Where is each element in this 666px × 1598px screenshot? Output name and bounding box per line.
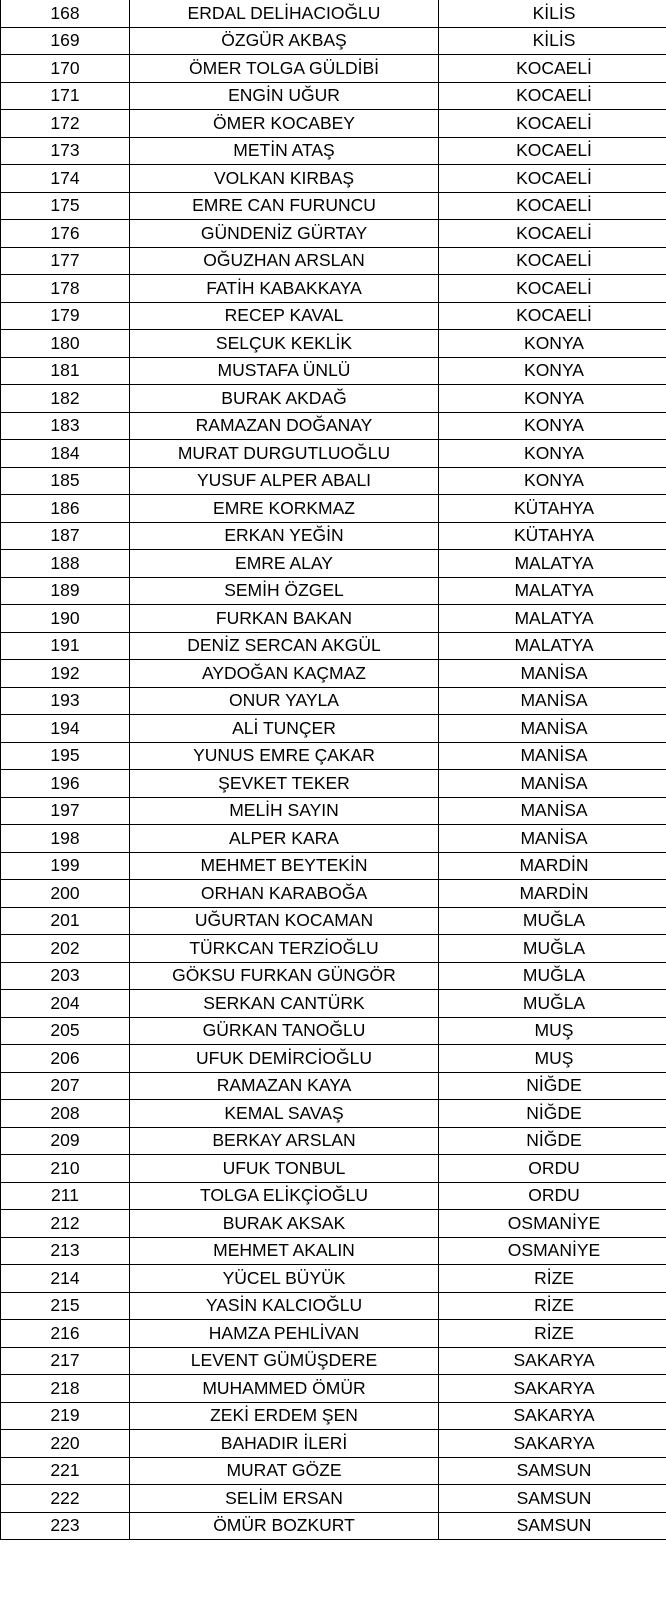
table-row xyxy=(1,357,666,385)
city-cell: KÜTAHYA xyxy=(439,522,666,550)
name-cell: MEHMET AKALIN xyxy=(130,1237,439,1265)
row-number-cell: 217 xyxy=(1,1347,130,1375)
row-number-cell: 208 xyxy=(1,1100,130,1128)
table-row xyxy=(1,192,666,220)
table-row xyxy=(1,660,666,688)
name-cell: GÜNDENİZ GÜRTAY xyxy=(130,220,439,248)
row-number-cell: 172 xyxy=(1,110,130,138)
city-cell: MANİSA xyxy=(439,770,666,798)
row-number-cell: 170 xyxy=(1,55,130,83)
city-cell: MUĞLA xyxy=(439,907,666,935)
name-cell: MURAT GÖZE xyxy=(130,1457,439,1485)
name-cell: GÖKSU FURKAN GÜNGÖR xyxy=(130,962,439,990)
row-number-cell: 189 xyxy=(1,577,130,605)
name-cell: ALİ TUNÇER xyxy=(130,715,439,743)
table-row xyxy=(1,275,666,303)
name-cell: EMRE KORKMAZ xyxy=(130,495,439,523)
row-number-cell: 181 xyxy=(1,357,130,385)
table-row xyxy=(1,577,666,605)
name-cell: BURAK AKSAK xyxy=(130,1210,439,1238)
name-cell: LEVENT GÜMÜŞDERE xyxy=(130,1347,439,1375)
city-cell: MANİSA xyxy=(439,825,666,853)
row-number-cell: 169 xyxy=(1,27,130,55)
table-row xyxy=(1,1457,666,1485)
city-cell: KOCAELİ xyxy=(439,165,666,193)
table-row xyxy=(1,1045,666,1073)
row-number-cell: 173 xyxy=(1,137,130,165)
city-cell: KOCAELİ xyxy=(439,275,666,303)
name-cell: KEMAL SAVAŞ xyxy=(130,1100,439,1128)
city-cell: KOCAELİ xyxy=(439,55,666,83)
row-number-cell: 168 xyxy=(1,0,130,27)
name-cell: DENİZ SERCAN AKGÜL xyxy=(130,632,439,660)
name-cell: RAMAZAN KAYA xyxy=(130,1072,439,1100)
name-cell: BAHADIR İLERİ xyxy=(130,1430,439,1458)
table-row xyxy=(1,1265,666,1293)
name-cell: AYDOĞAN KAÇMAZ xyxy=(130,660,439,688)
city-cell: MUĞLA xyxy=(439,962,666,990)
city-cell: MANİSA xyxy=(439,660,666,688)
city-cell: SAKARYA xyxy=(439,1375,666,1403)
name-cell: RAMAZAN DOĞANAY xyxy=(130,412,439,440)
name-cell: ÖMÜR BOZKURT xyxy=(130,1512,439,1540)
row-number-cell: 201 xyxy=(1,907,130,935)
row-number-cell: 179 xyxy=(1,302,130,330)
table-row xyxy=(1,1430,666,1458)
row-number-cell: 203 xyxy=(1,962,130,990)
city-cell: KONYA xyxy=(439,330,666,358)
city-cell: KONYA xyxy=(439,467,666,495)
city-cell: MUĞLA xyxy=(439,990,666,1018)
city-cell: SAMSUN xyxy=(439,1485,666,1513)
name-cell: EMRE CAN FURUNCU xyxy=(130,192,439,220)
city-cell: RİZE xyxy=(439,1320,666,1348)
row-number-cell: 204 xyxy=(1,990,130,1018)
name-cell: YASİN KALCIOĞLU xyxy=(130,1292,439,1320)
city-cell: MUĞLA xyxy=(439,935,666,963)
name-cell: BERKAY ARSLAN xyxy=(130,1127,439,1155)
city-cell: NİĞDE xyxy=(439,1127,666,1155)
name-cell: SEMİH ÖZGEL xyxy=(130,577,439,605)
name-cell: ONUR YAYLA xyxy=(130,687,439,715)
city-cell: MUŞ xyxy=(439,1017,666,1045)
city-cell: MANİSA xyxy=(439,797,666,825)
name-cell: OĞUZHAN ARSLAN xyxy=(130,247,439,275)
table-row xyxy=(1,412,666,440)
table-row xyxy=(1,82,666,110)
name-cell: ERKAN YEĞİN xyxy=(130,522,439,550)
city-cell: KOCAELİ xyxy=(439,220,666,248)
row-number-cell: 183 xyxy=(1,412,130,440)
table-row xyxy=(1,825,666,853)
city-cell: NİĞDE xyxy=(439,1072,666,1100)
table-row xyxy=(1,27,666,55)
row-number-cell: 185 xyxy=(1,467,130,495)
row-number-cell: 176 xyxy=(1,220,130,248)
name-cell: MUSTAFA ÜNLÜ xyxy=(130,357,439,385)
name-cell: METİN ATAŞ xyxy=(130,137,439,165)
city-cell: KOCAELİ xyxy=(439,247,666,275)
city-cell: RİZE xyxy=(439,1292,666,1320)
row-number-cell: 218 xyxy=(1,1375,130,1403)
table-row xyxy=(1,440,666,468)
name-cell: ÖMER KOCABEY xyxy=(130,110,439,138)
name-cell: UFUK TONBUL xyxy=(130,1155,439,1183)
table-row xyxy=(1,632,666,660)
city-cell: KOCAELİ xyxy=(439,82,666,110)
name-cell: BURAK AKDAĞ xyxy=(130,385,439,413)
table-row xyxy=(1,687,666,715)
table-row xyxy=(1,797,666,825)
row-number-cell: 222 xyxy=(1,1485,130,1513)
name-cell: ENGİN UĞUR xyxy=(130,82,439,110)
table-row xyxy=(1,907,666,935)
row-number-cell: 187 xyxy=(1,522,130,550)
city-cell: MALATYA xyxy=(439,550,666,578)
table-row xyxy=(1,522,666,550)
city-cell: MARDİN xyxy=(439,852,666,880)
name-cell: UFUK DEMİRCİOĞLU xyxy=(130,1045,439,1073)
table-row xyxy=(1,302,666,330)
city-cell: OSMANİYE xyxy=(439,1210,666,1238)
row-number-cell: 211 xyxy=(1,1182,130,1210)
row-number-cell: 171 xyxy=(1,82,130,110)
row-number-cell: 219 xyxy=(1,1402,130,1430)
city-cell: ORDU xyxy=(439,1182,666,1210)
name-cell: SERKAN CANTÜRK xyxy=(130,990,439,1018)
name-cell: UĞURTAN KOCAMAN xyxy=(130,907,439,935)
row-number-cell: 216 xyxy=(1,1320,130,1348)
city-cell: MANİSA xyxy=(439,687,666,715)
table-row xyxy=(1,1210,666,1238)
name-cell: HAMZA PEHLİVAN xyxy=(130,1320,439,1348)
row-number-cell: 220 xyxy=(1,1430,130,1458)
name-cell: FURKAN BAKAN xyxy=(130,605,439,633)
city-cell: MALATYA xyxy=(439,577,666,605)
table-row xyxy=(1,137,666,165)
row-number-cell: 182 xyxy=(1,385,130,413)
row-number-cell: 209 xyxy=(1,1127,130,1155)
row-number-cell: 178 xyxy=(1,275,130,303)
table-row xyxy=(1,1237,666,1265)
row-number-cell: 193 xyxy=(1,687,130,715)
row-number-cell: 221 xyxy=(1,1457,130,1485)
name-cell: MUHAMMED ÖMÜR xyxy=(130,1375,439,1403)
row-number-cell: 212 xyxy=(1,1210,130,1238)
city-cell: MUŞ xyxy=(439,1045,666,1073)
table-row xyxy=(1,1100,666,1128)
city-cell: MALATYA xyxy=(439,632,666,660)
city-cell: RİZE xyxy=(439,1265,666,1293)
table-row xyxy=(1,55,666,83)
city-cell: KİLİS xyxy=(439,0,666,27)
city-cell: KONYA xyxy=(439,385,666,413)
table-row xyxy=(1,1375,666,1403)
table-row xyxy=(1,110,666,138)
city-cell: MALATYA xyxy=(439,605,666,633)
name-cell: MURAT DURGUTLUOĞLU xyxy=(130,440,439,468)
name-cell: ÖZGÜR AKBAŞ xyxy=(130,27,439,55)
city-cell: SAMSUN xyxy=(439,1457,666,1485)
name-cell: SELİM ERSAN xyxy=(130,1485,439,1513)
table-row xyxy=(1,1182,666,1210)
table-row xyxy=(1,247,666,275)
name-cell: ERDAL DELİHACIOĞLU xyxy=(130,0,439,27)
table-row xyxy=(1,1347,666,1375)
table-row xyxy=(1,1320,666,1348)
row-number-cell: 177 xyxy=(1,247,130,275)
name-cell: YUNUS EMRE ÇAKAR xyxy=(130,742,439,770)
name-cell: RECEP KAVAL xyxy=(130,302,439,330)
row-number-cell: 195 xyxy=(1,742,130,770)
row-number-cell: 214 xyxy=(1,1265,130,1293)
table-row xyxy=(1,742,666,770)
city-cell: MARDİN xyxy=(439,880,666,908)
name-cell: MELİH SAYIN xyxy=(130,797,439,825)
city-cell: KONYA xyxy=(439,440,666,468)
name-cell: EMRE ALAY xyxy=(130,550,439,578)
table-row xyxy=(1,495,666,523)
row-number-cell: 175 xyxy=(1,192,130,220)
row-number-cell: 206 xyxy=(1,1045,130,1073)
name-cell: SELÇUK KEKLİK xyxy=(130,330,439,358)
row-number-cell: 207 xyxy=(1,1072,130,1100)
table-row xyxy=(1,165,666,193)
row-number-cell: 199 xyxy=(1,852,130,880)
row-number-cell: 196 xyxy=(1,770,130,798)
row-number-cell: 202 xyxy=(1,935,130,963)
row-number-cell: 174 xyxy=(1,165,130,193)
table-row xyxy=(1,0,666,27)
table-row xyxy=(1,1155,666,1183)
name-cell: YÜCEL BÜYÜK xyxy=(130,1265,439,1293)
city-cell: SAKARYA xyxy=(439,1347,666,1375)
row-number-cell: 191 xyxy=(1,632,130,660)
name-cell: ÖMER TOLGA GÜLDİBİ xyxy=(130,55,439,83)
table-row xyxy=(1,1402,666,1430)
name-cell: TOLGA ELİKÇİOĞLU xyxy=(130,1182,439,1210)
name-cell: ŞEVKET TEKER xyxy=(130,770,439,798)
row-number-cell: 197 xyxy=(1,797,130,825)
table-row xyxy=(1,962,666,990)
city-cell: KONYA xyxy=(439,357,666,385)
city-cell: KOCAELİ xyxy=(439,110,666,138)
name-cell: YUSUF ALPER ABALI xyxy=(130,467,439,495)
table-row xyxy=(1,550,666,578)
table-row xyxy=(1,1512,666,1540)
table-row xyxy=(1,1127,666,1155)
row-number-cell: 210 xyxy=(1,1155,130,1183)
table-row xyxy=(1,220,666,248)
row-number-cell: 205 xyxy=(1,1017,130,1045)
table-row xyxy=(1,467,666,495)
city-cell: SAMSUN xyxy=(439,1512,666,1540)
row-number-cell: 192 xyxy=(1,660,130,688)
row-number-cell: 186 xyxy=(1,495,130,523)
row-number-cell: 194 xyxy=(1,715,130,743)
name-cell: TÜRKCAN TERZİOĞLU xyxy=(130,935,439,963)
row-number-cell: 190 xyxy=(1,605,130,633)
name-cell: VOLKAN KIRBAŞ xyxy=(130,165,439,193)
table-row xyxy=(1,605,666,633)
city-cell: KONYA xyxy=(439,412,666,440)
city-cell: NİĞDE xyxy=(439,1100,666,1128)
city-cell: OSMANİYE xyxy=(439,1237,666,1265)
city-cell: MANİSA xyxy=(439,715,666,743)
name-cell: GÜRKAN TANOĞLU xyxy=(130,1017,439,1045)
city-cell: SAKARYA xyxy=(439,1430,666,1458)
table-row xyxy=(1,1017,666,1045)
row-number-cell: 188 xyxy=(1,550,130,578)
table-row xyxy=(1,1072,666,1100)
city-cell: SAKARYA xyxy=(439,1402,666,1430)
table-row xyxy=(1,770,666,798)
row-number-cell: 223 xyxy=(1,1512,130,1540)
city-cell: KOCAELİ xyxy=(439,302,666,330)
name-cell: FATİH KABAKKAYA xyxy=(130,275,439,303)
table-row xyxy=(1,1485,666,1513)
table-body xyxy=(1,0,666,1540)
table-row xyxy=(1,935,666,963)
table-row xyxy=(1,385,666,413)
city-cell: MANİSA xyxy=(439,742,666,770)
name-cell: ALPER KARA xyxy=(130,825,439,853)
name-cell: ORHAN KARABOĞA xyxy=(130,880,439,908)
city-cell: ORDU xyxy=(439,1155,666,1183)
row-number-cell: 184 xyxy=(1,440,130,468)
row-number-cell: 213 xyxy=(1,1237,130,1265)
name-cell: ZEKİ ERDEM ŞEN xyxy=(130,1402,439,1430)
name-cell: MEHMET BEYTEKİN xyxy=(130,852,439,880)
table-row xyxy=(1,880,666,908)
city-cell: KOCAELİ xyxy=(439,192,666,220)
table-row xyxy=(1,990,666,1018)
table-row xyxy=(1,1292,666,1320)
table-row xyxy=(1,330,666,358)
city-cell: KÜTAHYA xyxy=(439,495,666,523)
city-cell: KİLİS xyxy=(439,27,666,55)
row-number-cell: 215 xyxy=(1,1292,130,1320)
table-row xyxy=(1,852,666,880)
row-number-cell: 200 xyxy=(1,880,130,908)
row-number-cell: 198 xyxy=(1,825,130,853)
city-cell: KOCAELİ xyxy=(439,137,666,165)
row-number-cell: 180 xyxy=(1,330,130,358)
table-row xyxy=(1,715,666,743)
